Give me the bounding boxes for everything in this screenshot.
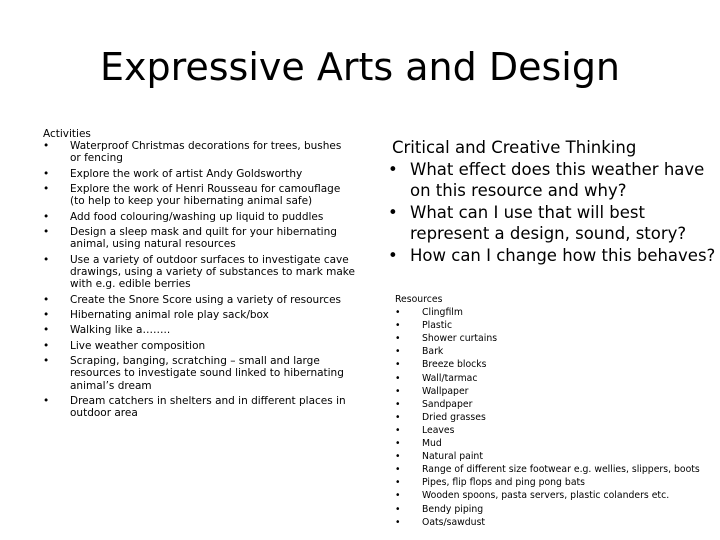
list-item	[388, 245, 717, 267]
list-item	[43, 168, 355, 180]
list-item	[395, 437, 715, 450]
list-item	[43, 309, 355, 321]
list-item-text: Design a sleep mask and quilt for your hibernating animal, using natural resources	[70, 226, 337, 251]
list-item	[43, 324, 355, 336]
bullet-icon: •	[395, 438, 401, 450]
list-item	[395, 476, 715, 489]
activities-section	[43, 128, 355, 423]
list-item	[43, 226, 355, 250]
list-item-text: Wall/tarmac	[422, 372, 478, 384]
list-item-text: Dried grasses	[422, 411, 486, 423]
list-item	[395, 345, 715, 358]
list-item-text: Live weather composition	[70, 339, 206, 352]
page-title: Expressive Arts and Design	[99, 45, 621, 89]
list-item	[43, 211, 355, 223]
list-item-text: Add food colouring/washing up liquid to puddles	[70, 210, 324, 223]
bullet-icon: •	[43, 167, 50, 180]
list-item	[395, 450, 715, 463]
list-item-text: Bark	[422, 346, 444, 358]
list-item-text: Explore the work of artist Andy Goldsworthy	[70, 167, 303, 180]
bullet-icon: •	[43, 183, 50, 196]
list-item-text: What can I use that will best represent a design, sound, story?	[410, 202, 687, 243]
bullet-icon: •	[395, 411, 401, 423]
list-item-text: Shower curtains	[422, 333, 498, 345]
critical-thinking-section	[388, 137, 717, 266]
list-item	[395, 306, 715, 319]
list-item-text: Use a variety of outdoor surfaces to investigate cave drawings, using a variety of substances to mark make with e.g. edible berries	[70, 253, 355, 291]
bullet-icon: •	[43, 394, 50, 407]
activities-list	[43, 140, 355, 419]
bullet-icon: •	[395, 385, 401, 397]
list-item-text: Create the Snore Score using a variety of resources	[70, 293, 341, 306]
list-item-text: Natural paint	[422, 451, 483, 463]
resources-list	[395, 306, 715, 529]
bullet-icon: •	[395, 503, 401, 515]
list-item	[395, 463, 715, 476]
bullet-icon: •	[388, 159, 398, 179]
bullet-icon: •	[395, 398, 401, 410]
bullet-icon: •	[395, 333, 401, 345]
list-item-text: Oats/sawdust	[422, 516, 486, 528]
list-item	[395, 319, 715, 332]
list-item	[388, 202, 717, 245]
list-item-text: Dream catchers in shelters and in different places in outdoor area	[70, 394, 346, 420]
list-item	[395, 489, 715, 502]
list-item	[43, 254, 355, 291]
bullet-icon: •	[43, 226, 50, 239]
list-item-text: Wooden spoons, pasta servers, plastic colanders etc.	[422, 490, 670, 502]
list-item	[395, 503, 715, 516]
list-item	[395, 424, 715, 437]
bullet-icon: •	[395, 424, 401, 436]
bullet-icon: •	[395, 490, 401, 502]
list-item	[43, 355, 355, 392]
list-item-text: Range of different size footwear e.g. wellies, slippers, boots	[422, 464, 700, 476]
list-item	[395, 372, 715, 385]
bullet-icon: •	[43, 210, 50, 223]
list-item-text: Plastic	[422, 320, 453, 332]
bullet-icon: •	[395, 346, 401, 358]
list-item	[43, 395, 355, 419]
list-item-text: Bendy piping	[422, 503, 484, 515]
list-item-text: Explore the work of Henri Rousseau for camouflage (to help to keep your hibernating animal safe)	[70, 183, 341, 208]
list-item-text: Scraping, banging, scratching – small and large resources to investigate sound linked to hibernating animal’s dream	[70, 355, 344, 392]
resources-heading: Resources	[395, 294, 443, 305]
list-item-text: How can I change how this behaves?	[410, 245, 716, 265]
list-item	[43, 140, 355, 164]
activities-heading: Activities	[43, 128, 91, 140]
list-item-text: Mud	[422, 438, 442, 450]
bullet-icon: •	[388, 245, 398, 265]
bullet-icon: •	[395, 307, 401, 319]
bullet-icon: •	[43, 253, 50, 266]
bullet-icon: •	[395, 320, 401, 332]
bullet-icon: •	[395, 372, 401, 384]
bullet-icon: •	[395, 477, 401, 489]
bullet-icon: •	[43, 324, 50, 337]
bullet-icon: •	[395, 464, 401, 476]
list-item	[395, 411, 715, 424]
bullet-icon: •	[43, 339, 50, 352]
list-item-text: Clingfilm	[422, 307, 463, 319]
list-item	[395, 516, 715, 529]
bullet-icon: •	[43, 140, 50, 153]
list-item	[43, 183, 355, 207]
bullet-icon: •	[43, 293, 50, 306]
list-item-text: Sandpaper	[422, 398, 473, 410]
list-item-text: Walking like a……..	[70, 324, 171, 337]
bullet-icon: •	[395, 451, 401, 463]
list-item-text: Hibernating animal role play sack/box	[70, 308, 269, 321]
bullet-icon: •	[395, 516, 401, 528]
list-item	[395, 332, 715, 345]
list-item-text: Waterproof Christmas decorations for trees, bushes or fencing	[70, 140, 342, 165]
bullet-icon: •	[395, 359, 401, 371]
list-item	[395, 358, 715, 371]
list-item	[395, 385, 715, 398]
list-item	[43, 340, 355, 352]
bullet-icon: •	[43, 308, 50, 321]
critical-thinking-heading: Critical and Creative Thinking	[392, 138, 637, 157]
list-item	[388, 159, 717, 202]
bullet-icon: •	[388, 202, 398, 222]
list-item	[43, 294, 355, 306]
critical-thinking-list	[388, 159, 717, 267]
list-item	[395, 398, 715, 411]
list-item-text: Pipes, flip flops and ping pong bats	[422, 477, 586, 489]
resources-section	[395, 293, 715, 529]
list-item-text: Leaves	[422, 424, 455, 436]
list-item-text: Breeze blocks	[422, 359, 487, 371]
list-item-text: Wallpaper	[422, 385, 469, 397]
bullet-icon: •	[43, 355, 50, 368]
list-item-text: What effect does this weather have on this resource and why?	[410, 159, 705, 200]
